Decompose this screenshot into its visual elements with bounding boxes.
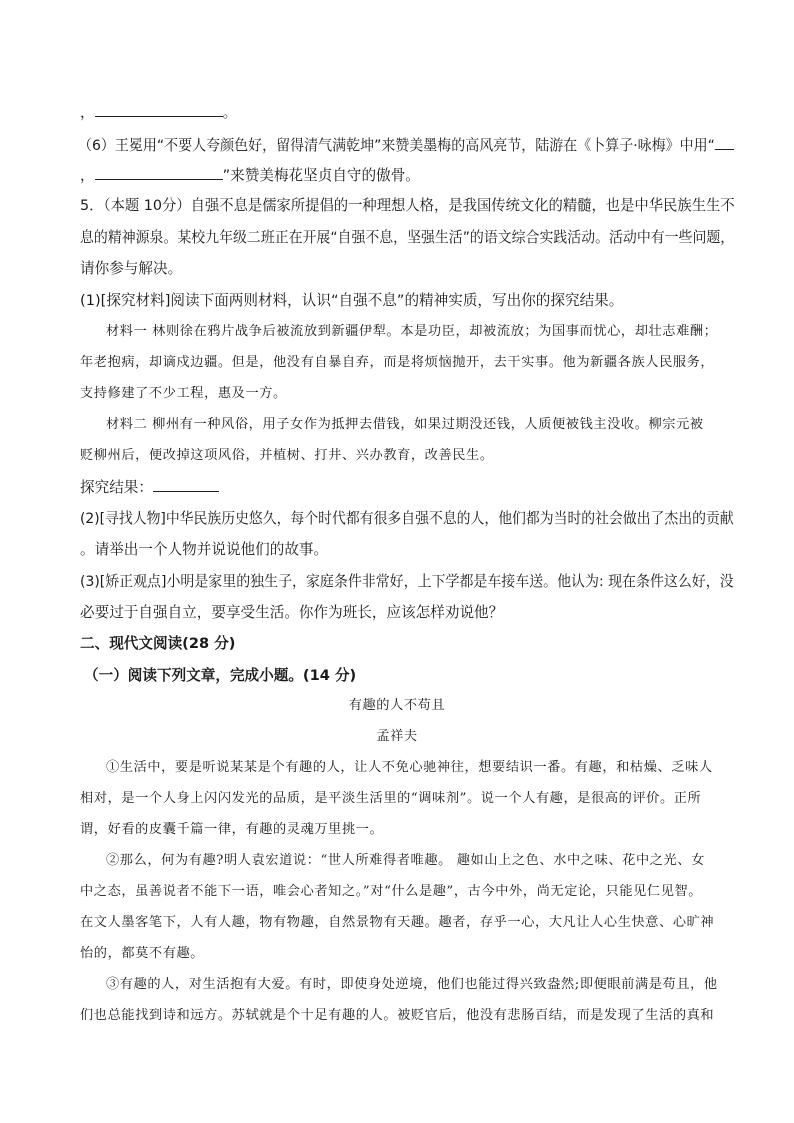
material-2-line-2: 贬柳州后，便改掉这项风俗，并植树、打井、兴办教育，改善民生。 bbox=[80, 448, 494, 463]
question-5-intro-1: 5．（本题 10分）自强不息是儒家所提倡的一种理想人格，是我国传统文化的精髓，也是中华民族生生不 bbox=[80, 197, 735, 214]
material-1-line-2: 年老抱病，却谪戍边疆。但是，他没有自暴自弃，而是将烦恼抛开，去干实事。他为新疆各族人民服务， bbox=[80, 355, 715, 370]
answer-blank[interactable] bbox=[153, 477, 219, 492]
article-author: 孟祥夫 bbox=[376, 729, 418, 744]
article-title: 有趣的人不苟且 bbox=[348, 698, 446, 713]
question-5-intro-2: 息的精神源泉。某校九年级二班正在开展“自强不息，坚强生活”的语文综合实践活动。活动中有一些问题， bbox=[80, 229, 735, 246]
paragraph-1-line-1: ①生活中，要是听说某某是个有趣的人，让人不免心驰神往，想要结识一番。有趣，和枯燥、乏味人 bbox=[106, 760, 713, 775]
subquestion-3-line-2: 必要过于自强自立，要享受生活。你作为班长，应该怎样劝说他？ bbox=[80, 604, 504, 621]
comma: ， bbox=[80, 167, 95, 184]
subquestion-2-line-2: 。请举出一个人物并说说他们的故事。 bbox=[80, 541, 329, 558]
answer-blank[interactable] bbox=[715, 135, 734, 150]
paragraph-2-line-4: 怡的，都莫不有趣。 bbox=[80, 946, 205, 961]
passage-1-heading: （一）阅读下列文章，完成小题。(14 分) bbox=[84, 667, 357, 684]
comma: ， bbox=[80, 104, 95, 121]
question-6-line-2 bbox=[80, 165, 420, 186]
subquestion-3-line-1: (3)[矫正观点]小明是家里的独生子，家庭条件非常好，上下学都是车接车送。他认为: 现在条件这么好，没 bbox=[80, 573, 734, 590]
material-1-line-3: 支持修建了不少工程，惠及一方。 bbox=[80, 386, 287, 401]
paragraph-2-line-3: 在文人墨客笔下，人有人趣，物有物趣，自然景物有天趣。趣者，存乎一心，大凡让人心生快意、心旷神 bbox=[80, 915, 715, 930]
paragraph-1-line-3: 谓，好看的皮囊千篇一律，有趣的灵魂万里挑一。 bbox=[80, 822, 384, 837]
answer-line-5 bbox=[80, 102, 237, 123]
period: 。 bbox=[222, 104, 238, 121]
question-6-text: （6）王冕用“不要人夸颜色好，留得清气满乾坤”来赞美墨梅的高风亮节，陆游在《卜算子·咏梅》中用“ bbox=[78, 137, 715, 154]
paragraph-3-line-1: ③有趣的人，对生活抱有大爱。有时，即使身处逆境，他们也能过得兴致盎然;即便眼前满是苟且，他 bbox=[106, 977, 718, 992]
material-2-line-1: 材料二 柳州有一种风俗，用子女作为抵押去借钱，如果过期没还钱，人质便被钱主没收。柳宗元被 bbox=[106, 417, 704, 432]
section-2-heading: 二、现代文阅读(28 分) bbox=[80, 635, 236, 652]
question-5-intro-3: 请你参与解决。 bbox=[80, 260, 183, 277]
exploration-result bbox=[80, 477, 219, 498]
paragraph-2-line-1: ②那么，何为有趣?明人袁宏道说：“世人所难得者唯趣。 趣如山上之色、水中之味、花中之光、女 bbox=[106, 853, 705, 868]
subquestion-1: (1)[探究材料]阅读下面两则材料，认识“自强不息”的精神实质，写出你的探究结果。 bbox=[80, 292, 624, 309]
question-6-tail: ”来赞美梅花坚贞自守的傲骨。 bbox=[222, 167, 420, 184]
exploration-result-label: 探究结果： bbox=[80, 479, 153, 496]
paragraph-2-line-2: 中之态，虽善说者不能下一语，唯会心者知之。”对“什么是趣”，古今中外，尚无定论，只能见仁见智。 bbox=[80, 884, 703, 899]
subquestion-2-line-1: (2)[寻找人物]中华民族历史悠久，每个时代都有很多自强不息的人，他们都为当时的社会做出了杰出的贡献 bbox=[80, 510, 734, 527]
answer-blank[interactable] bbox=[95, 102, 223, 117]
answer-blank[interactable] bbox=[95, 165, 223, 180]
paragraph-3-line-2: 们也总能找到诗和远方。苏轼就是个十足有趣的人。被贬官后，他没有悲肠百结，而是发现了生活的真和 bbox=[80, 1008, 715, 1023]
paragraph-1-line-2: 相对，是一个人身上闪闪发光的品质，是平淡生活里的“调味剂”。说一个人有趣，是很高的评价。正所 bbox=[80, 791, 702, 806]
material-1-line-1: 材料一 林则徐在鸦片战争后被流放到新疆伊犁。本是功臣，却被流放；为国事而忧心，却壮志难酬； bbox=[106, 324, 718, 339]
question-6-line-1 bbox=[78, 135, 734, 156]
